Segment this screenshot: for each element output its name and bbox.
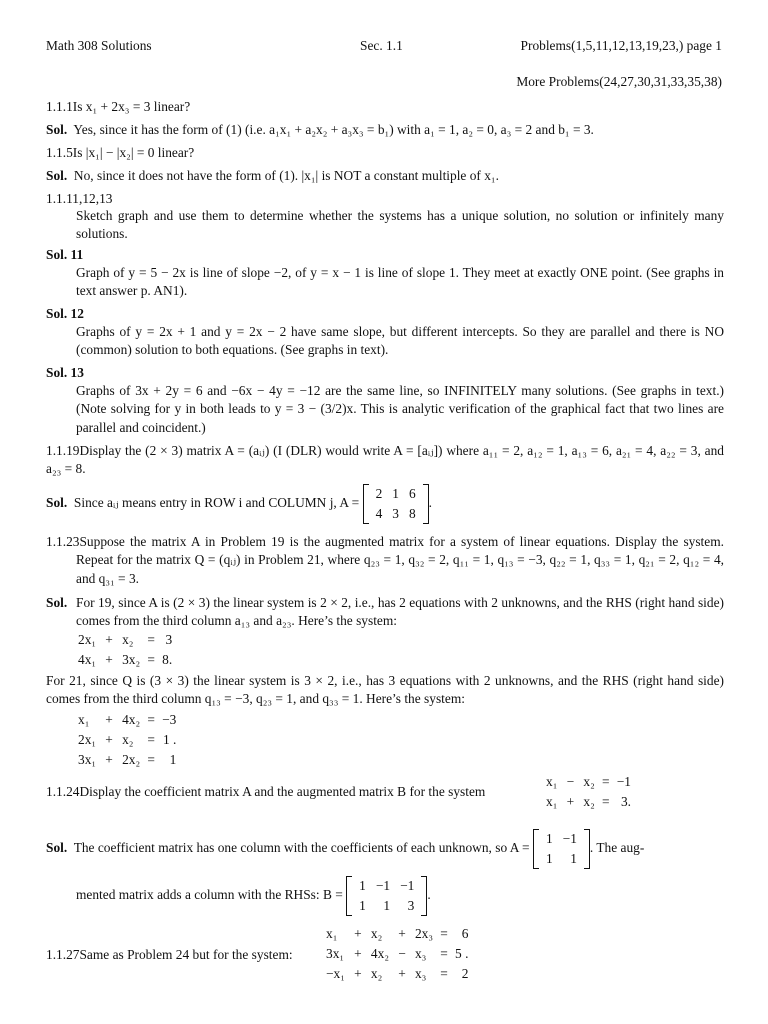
- equation-term: 3x₁: [326, 946, 345, 961]
- equation-term: +: [105, 712, 113, 727]
- problem-23-text2: For 21, since Q is (3 × 3) the linear system is 3 × 2, i.e., has 3 equations with 2 unknowns, and the RHS (right hand side) comes from the third column q₁₃ = −3, q₂₃ = 1, and q₃₃ = 1. Here’s the system:: [46, 673, 724, 707]
- page-header: [46, 38, 722, 56]
- matrix-entry: 1: [383, 898, 391, 913]
- equation-term: =: [147, 732, 155, 747]
- equation-term: x₁: [546, 774, 558, 789]
- problem-1-solution: Sol. Yes, since it has the form of (1) (i.e. a₁x₁ + a₂x₂ + a₃x₃ = b₁) with a₁ = 1, a₂ = 0, a₃ = 2 and b₁ = 3.: [46, 122, 594, 137]
- matrix-entry: 1: [359, 898, 366, 913]
- equation-row: [78, 730, 178, 750]
- equation-term: −3: [162, 712, 177, 727]
- equation-term: −x₁: [326, 966, 345, 981]
- matrix-row: [371, 484, 421, 504]
- equation-term: 4x₂: [370, 946, 389, 961]
- equation-term: =: [601, 794, 610, 809]
- matrix-row: [541, 849, 582, 869]
- solution-13-text: Graphs of 3x + 2y = 6 and −6x − 4y = −12 are the same line, so INFINITELY many solutions. (See graphs in text.) (Note solving for y in both leads to y = 3 − (3/2)x. This is analytic verification of the graphical fact that two lines are parallel and coincident.): [76, 383, 724, 435]
- equation-term: 2: [461, 966, 469, 981]
- equation-term: x₁: [78, 712, 90, 727]
- matrix-a: [363, 484, 429, 524]
- equation-term: x₂: [122, 632, 134, 647]
- equation-term: +: [398, 966, 406, 981]
- equation-term: x₃: [414, 946, 427, 961]
- matrix-entry: 1: [359, 878, 366, 893]
- problem-11-label: 1.1.11,12,13: [46, 191, 113, 206]
- equation-term: 3x₁: [78, 752, 97, 767]
- matrix-entry: 6: [408, 486, 416, 501]
- equation-term: 3x₂: [122, 652, 141, 667]
- equation-row: [78, 630, 174, 650]
- equation-term: =: [147, 752, 155, 767]
- matrix-entry: −1: [375, 878, 391, 893]
- problem-5-solution: Sol. No, since it does not have the form of (1). |x₁| is NOT a constant multiple of x₁.: [46, 168, 499, 183]
- equation-term: −1: [616, 774, 631, 789]
- matrix-coefficient-a: [533, 829, 590, 869]
- equation-term: =: [147, 652, 155, 667]
- equation-term: 3: [165, 632, 173, 647]
- equation-term: =: [147, 712, 155, 727]
- equation-term: +: [105, 752, 113, 767]
- system-21: [78, 710, 178, 770]
- matrix-entry: 1: [392, 486, 399, 501]
- equation-term: +: [105, 632, 113, 647]
- header-more-problems: More Problems(24,27,30,31,33,35,38): [516, 74, 722, 89]
- equation-term: x₂: [583, 774, 595, 789]
- equation-term: 4x₁: [78, 652, 97, 667]
- equation-term: +: [354, 946, 362, 961]
- equation-term: 2x₁: [78, 732, 97, 747]
- problem-5-question: 1.1.5Is |x₁| − |x₂| = 0 linear?: [46, 145, 195, 160]
- equation-term: x₂: [122, 732, 134, 747]
- system-24: [546, 772, 633, 812]
- matrix-entry: 1: [545, 851, 553, 866]
- solution-13-label: Sol. 13: [46, 365, 84, 380]
- equation-term: x₂: [370, 926, 383, 941]
- problem-23-text: 1.1.23Suppose the matrix A in Problem 19 is the augmented matrix for a system of linear equations. Display the system. Repeat for the matrix Q = (qᵢⱼ) in Problem 21, where q₂₃ = 1, q₃₂ = 2, q₁₁ = 1, q₁₃ = −3, q₂₂ = 1, q₃₃ = 1, q₂₁ = 2, q₁₂ = 4, and q₃₁ = 3.: [46, 534, 724, 586]
- equation-term: 2x₂: [122, 752, 141, 767]
- equation-term: =: [440, 966, 448, 981]
- equation-term: x₃: [414, 966, 427, 981]
- problem-19-solution: Sol. Since aᵢⱼ means entry in ROW i and COLUMN j, A = 2 1 6 4 3 8 .: [46, 484, 432, 524]
- equation-term: x₂: [583, 794, 595, 809]
- header-section: Sec. 1.1: [360, 38, 403, 53]
- solution-11-label: Sol. 11: [46, 247, 84, 262]
- matrix-entry: 1: [545, 831, 553, 846]
- solution-12-label: Sol. 12: [46, 306, 84, 321]
- equation-term: =: [440, 946, 448, 961]
- header-problems: Problems(1,5,11,12,13,19,23,) page 1: [520, 38, 722, 53]
- equation-term: =: [440, 926, 448, 941]
- matrix-entry: 3: [392, 506, 399, 521]
- problem-19-text: 1.1.19Display the (2 × 3) matrix A = (aᵢⱼ) (I (DLR) would write A = [aᵢⱼ]) where a₁₁ = 2, a₁₂ = 1, a₁₃ = 6, a₂₁ = 4, a₂₂ = 3, and a₂₃ = 8.: [46, 443, 724, 477]
- matrix-entry: 3: [407, 898, 415, 913]
- matrix-row: [354, 876, 419, 896]
- problem-24-solution-2: mented matrix adds a column with the RHSs: B = 1 −1 −1 1 1 3 .: [76, 876, 431, 916]
- equation-row: [78, 710, 178, 730]
- matrix-augmented-b: [346, 876, 427, 916]
- matrix-row: [354, 896, 419, 916]
- problem-23-solution: Sol. For 19, since A is (2 × 3) the linear system is 2 × 2, i.e., has 2 equations with 2 unknowns, and the RHS (right hand side) comes from the third column a₁₃ and a₂₃. Here’s the system:: [46, 595, 724, 629]
- equation-term: +: [354, 926, 362, 941]
- equation-term: x₂: [370, 966, 383, 981]
- matrix-entry: 2: [375, 486, 383, 501]
- equation-term: 1 .: [162, 732, 177, 747]
- equation-row: [326, 944, 470, 964]
- equation-term: 1: [169, 752, 177, 767]
- system-27: [326, 924, 470, 984]
- problem-1-question: 1.1.1Is x₁ + 2x₃ = 3 linear?: [46, 99, 191, 114]
- equation-row: [326, 924, 470, 944]
- equation-row: [78, 650, 174, 670]
- solution-11-text: Graph of y = 5 − 2x is line of slope −2, of y = x − 1 is line of slope 1. They meet at exactly ONE point. (See graphs in text answer p. AN1).: [76, 265, 724, 299]
- equation-term: 2x₃: [414, 926, 434, 941]
- matrix-row: [371, 504, 421, 524]
- matrix-row: [541, 829, 582, 849]
- matrix-entry: 1: [570, 851, 577, 866]
- equation-term: x₁: [546, 794, 558, 809]
- equation-row: [546, 792, 633, 812]
- equation-row: [78, 750, 178, 770]
- system-19: [78, 630, 174, 670]
- equation-term: =: [601, 774, 610, 789]
- solution-12-text: Graphs of y = 2x + 1 and y = 2x − 2 have same slope, but different intercepts. So they are parallel and there is NO (common) solution to both equations. (See graphs in text).: [76, 324, 724, 358]
- equation-term: +: [566, 794, 575, 809]
- equation-row: [326, 964, 470, 984]
- equation-term: 4x₂: [122, 712, 141, 727]
- problem-24-text: 1.1.24Display the coefficient matrix A and the augmented matrix B for the system: [46, 784, 486, 799]
- matrix-entry: −1: [562, 831, 577, 846]
- equation-term: 8.: [162, 652, 173, 667]
- equation-term: +: [105, 652, 113, 667]
- problem-24-solution: Sol. The coefficient matrix has one column with the coefficients of each unknown, so A = 1 −1 1 1 . The aug-: [46, 829, 644, 869]
- problem-11-text: Sketch graph and use them to determine whether the systems has a unique solution, no solution or infinitely many solutions.: [76, 208, 724, 242]
- header-course: Math 308 Solutions: [46, 38, 152, 53]
- equation-term: 6: [461, 926, 469, 941]
- equation-term: −: [566, 774, 575, 789]
- equation-term: +: [105, 732, 113, 747]
- equation-term: x₁: [326, 926, 338, 941]
- equation-row: [546, 772, 633, 792]
- equation-term: +: [398, 926, 406, 941]
- matrix-entry: 4: [375, 506, 383, 521]
- equation-term: +: [354, 966, 362, 981]
- matrix-entry: −1: [400, 878, 415, 893]
- matrix-entry: 8: [408, 506, 416, 521]
- equation-term: −: [398, 946, 406, 961]
- equation-term: 5 .: [455, 946, 469, 961]
- equation-term: =: [147, 632, 155, 647]
- equation-term: 2x₁: [78, 632, 97, 647]
- problem-27-text: 1.1.27Same as Problem 24 but for the system:: [46, 947, 293, 962]
- equation-term: 3.: [620, 794, 631, 809]
